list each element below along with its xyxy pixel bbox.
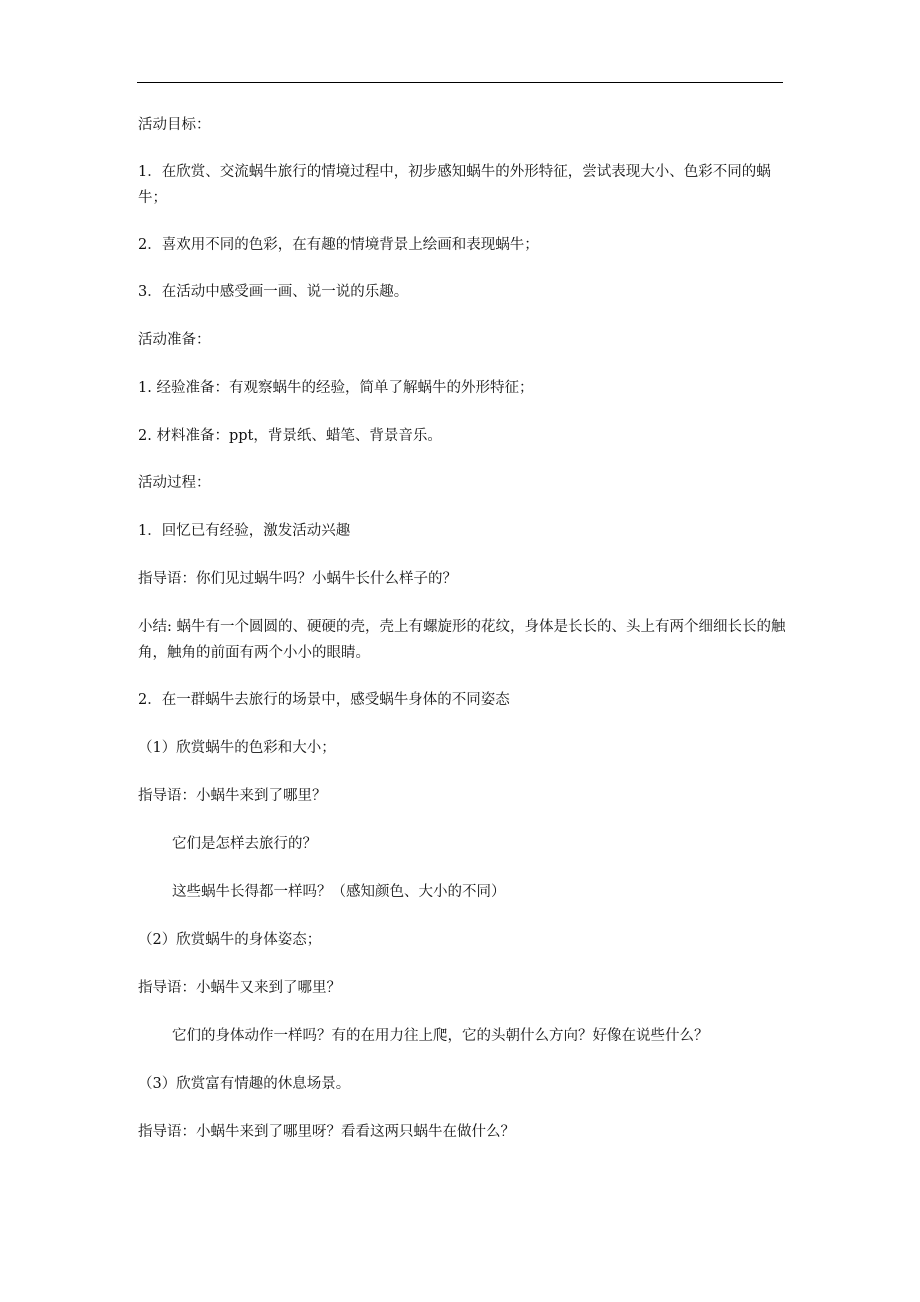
goal-3: 3．在活动中感受画一画、说一说的乐趣。 xyxy=(138,284,409,300)
heading-goals: 活动目标： xyxy=(138,117,211,133)
preparation-1: 1. 经验准备：有观察蜗牛的经验，简单了解蜗牛的外形特征； xyxy=(138,380,534,396)
guidance-1: 指导语：你们见过蜗牛吗？小蜗牛长什么样子的？ xyxy=(138,571,457,587)
preparation-2: 2. 材料准备：ppt，背景纸、蜡笔、背景音乐。 xyxy=(138,428,442,444)
guidance-4: 指导语：小蜗牛来到了哪里呀？看看这两只蜗牛在做什么？ xyxy=(138,1124,515,1140)
guidance-3-question: 它们的身体动作一样吗？有的在用力往上爬，它的头朝什么方向？好像在说些什么？ xyxy=(172,1028,709,1044)
substep-3: （3）欣赏富有情趣的休息场景。 xyxy=(138,1076,351,1092)
substep-2: （2）欣赏蜗牛的身体姿态； xyxy=(138,932,322,948)
heading-preparation: 活动准备： xyxy=(138,332,211,348)
heading-process: 活动过程： xyxy=(138,475,211,491)
summary: 小结: 蜗牛有一个圆圆的、硬硬的壳，壳上有螺旋形的花纹，身体是长长的、头上有两个细细长长的触角，触角的前面有两个小小的眼睛。 xyxy=(138,619,786,661)
goal-2: 2．喜欢用不同的色彩，在有趣的情境背景上绘画和表现蜗牛； xyxy=(138,237,539,253)
process-step-1: 1．回忆已有经验，激发活动兴趣 xyxy=(138,523,351,539)
guidance-3: 指导语：小蜗牛又来到了哪里？ xyxy=(138,980,341,996)
guidance-2: 指导语：小蜗牛来到了哪里？ xyxy=(138,788,327,804)
guidance-2-question-1: 它们是怎样去旅行的？ xyxy=(172,836,317,852)
substep-1: （1）欣赏蜗牛的色彩和大小； xyxy=(138,740,336,756)
goal-1: 1．在欣赏、交流蜗牛旅行的情境过程中，初步感知蜗牛的外形特征，尝试表现大小、色彩不同的蜗牛； xyxy=(138,164,771,206)
guidance-2-question-2: 这些蜗牛长得都一样吗？（感知颜色、大小的不同） xyxy=(172,884,506,900)
process-step-2: 2．在一群蜗牛去旅行的场景中，感受蜗牛身体的不同姿态 xyxy=(138,692,510,708)
header-rule xyxy=(137,82,783,83)
